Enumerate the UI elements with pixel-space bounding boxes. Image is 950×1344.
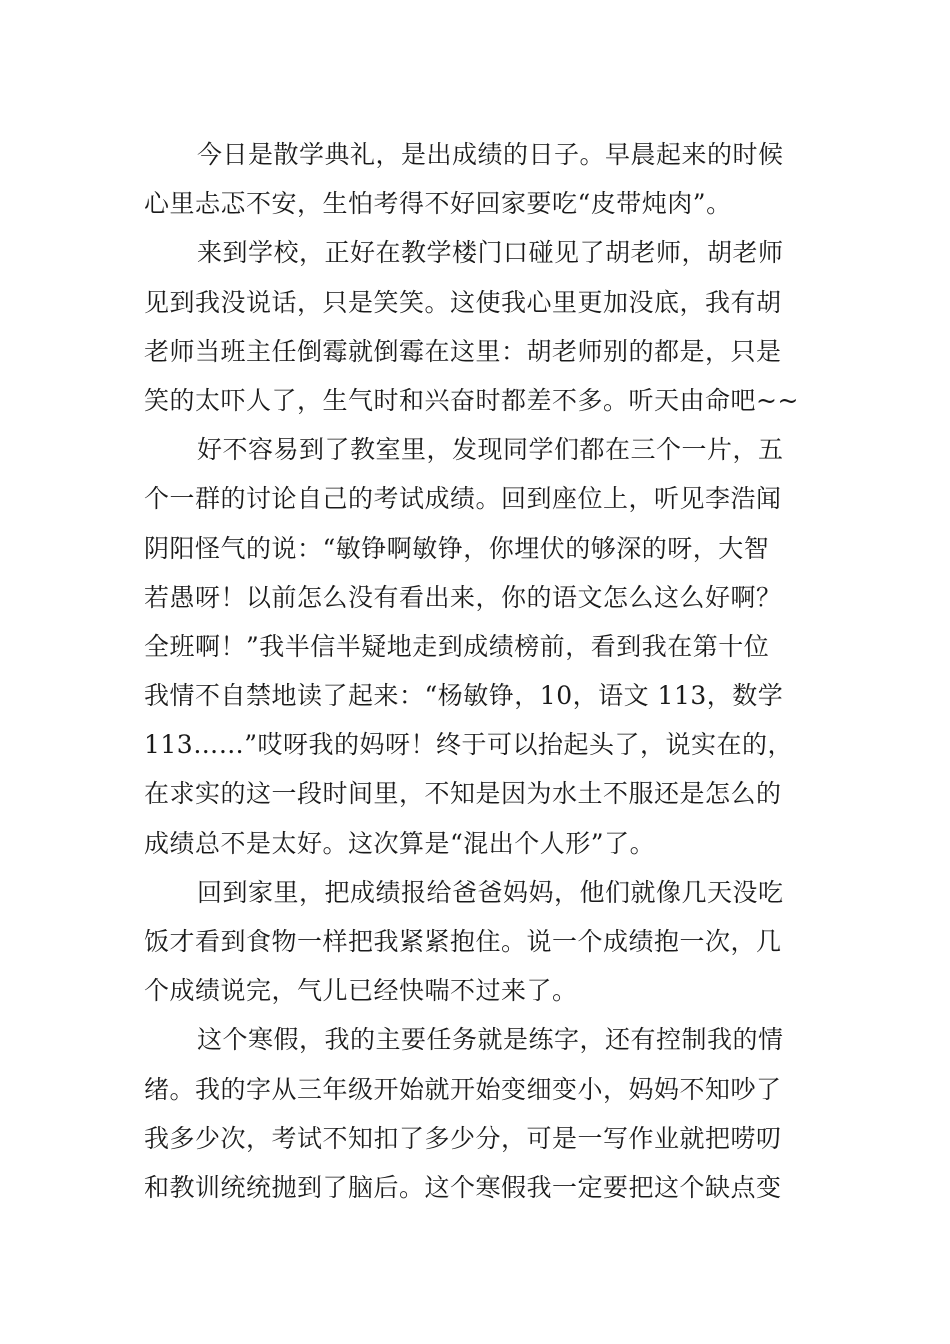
paragraph-4-line-2: 饭才看到食物一样把我紧紧抱住。说一个成绩抱一次，几 (144, 927, 782, 956)
document-body (144, 130, 808, 1212)
paragraph-5-line-4: 和教训统统抛到了脑后。这个寒假我一定要把这个缺点变 (144, 1172, 782, 1202)
paragraph-1-line-1: 今日是散学典礼，是出成绩的日子。早晨起来的时候 (197, 140, 784, 169)
paragraph-2-line-2: 见到我没说话，只是笑笑。这使我心里更加没底，我有胡 (144, 287, 782, 317)
paragraph-3-line-8: 在求实的这一段时间里，不知是因为水土不服还是怎么的 (144, 779, 782, 809)
paragraph-1-line-2: 心里忐忑不安，生怕考得不好回家要吃“皮带炖肉”。 (144, 189, 732, 219)
paragraph-4-line-3: 个成绩说完，气儿已经快喘不过来了。 (144, 976, 578, 1006)
paragraph-3-line-1: 好不容易到了教室里，发现同学们都在三个一片，五 (197, 435, 784, 465)
paragraph-3-line-3: 阴阳怪气的说：“敏铮啊敏铮，你埋伏的够深的呀，大智 (144, 533, 770, 563)
paragraph-2-line-4: 笑的太吓人了，生气时和兴奋时都差不多。听天由命吧~~ (144, 385, 799, 415)
paragraph-5-line-2: 绪。我的字从三年级开始就开始变细变小，妈妈不知吵了 (144, 1074, 782, 1104)
paragraph-3-line-2: 个一群的讨论自己的考试成绩。回到座位上，听见李浩闻 (144, 484, 782, 514)
paragraph-5-line-1: 这个寒假，我的主要任务就是练字，还有控制我的情 (197, 1025, 784, 1055)
paragraph-2-line-3: 老师当班主任倒霉就倒霉在这里：胡老师别的都是，只是 (144, 336, 782, 366)
paragraph-3-line-9: 成绩总不是太好。这次算是“混出个人形”了。 (144, 828, 656, 858)
paragraph-5-line-3: 我多少次，考试不知扣了多少分，可是一写作业就把唠叨 (144, 1123, 782, 1153)
paragraph-4-line-1: 回到家里，把成绩报给爸爸妈妈，他们就像几天没吃 (197, 877, 784, 907)
paragraph-3-line-6: 我情不自禁地读了起来：“杨敏铮，10，语文 113，数学 (144, 681, 784, 711)
paragraph-3-line-7: 113……”哎呀我的妈呀！终于可以抬起头了，说实在的， (144, 730, 793, 760)
paragraph-3-line-4: 若愚呀！以前怎么没有看出来，你的语文怎么这么好啊？ (144, 582, 782, 612)
paragraph-3-line-5: 全班啊！”我半信半疑地走到成绩榜前，看到我在第十位 (144, 631, 770, 661)
paragraph-2-line-1: 来到学校，正好在教学楼门口碰见了胡老师，胡老师 (197, 238, 784, 268)
